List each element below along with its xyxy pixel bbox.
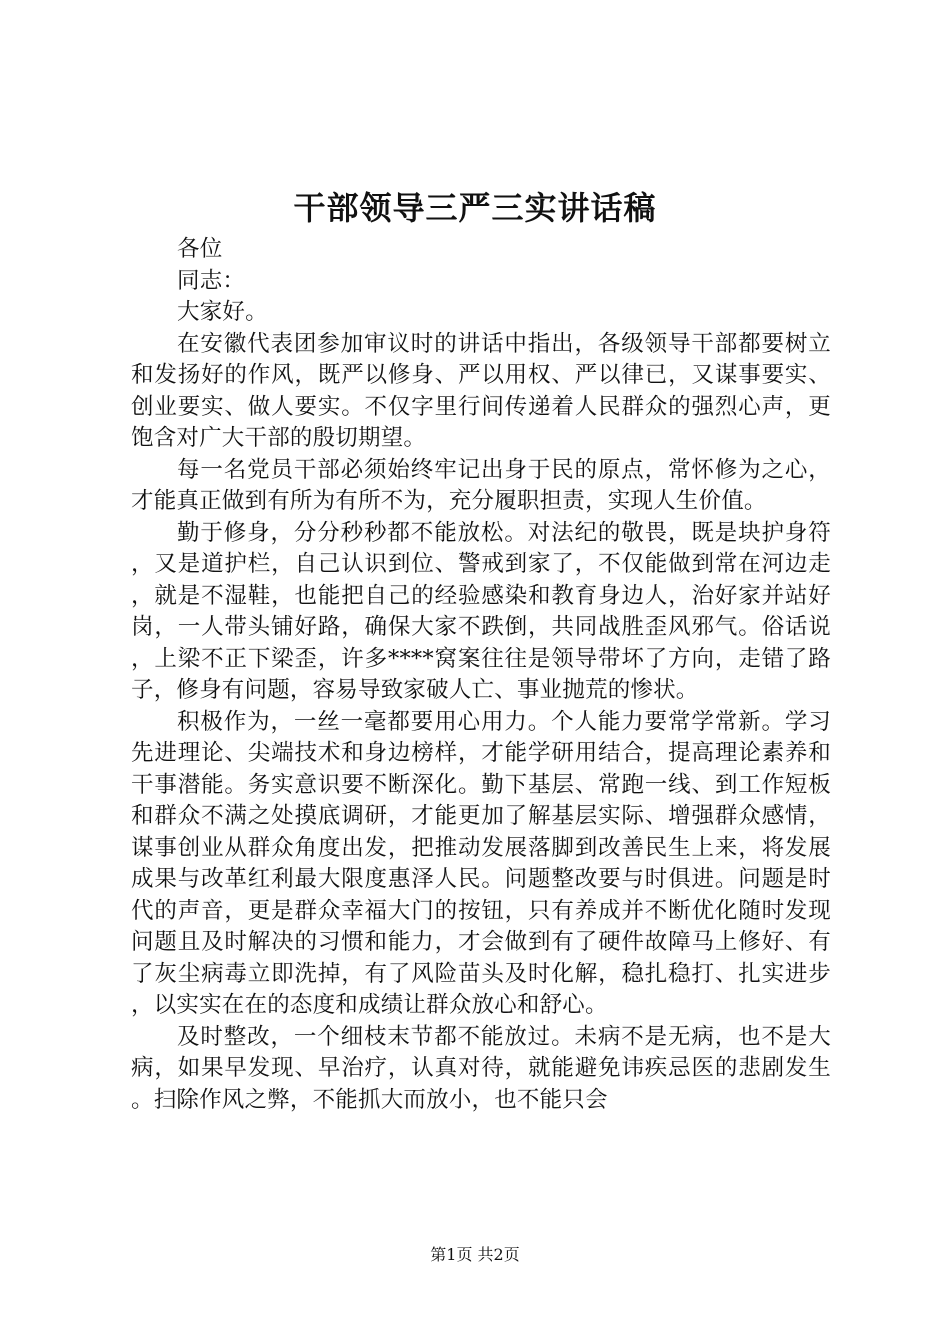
document-title: 干部领导三严三实讲话稿 (293, 189, 657, 227)
paragraph-1: 在安徽代表团参加审议时的讲话中指出，各级领导干部都要树立和发扬好的作风，既严以修身、严以用权、严以律已，又谋事要实、创业要实、做人要实。不仅字里行间传递着人民群众的强烈心声，更饱含对广大干部的殷切期望。 (131, 330, 831, 451)
page-number-footer: 第1页 共2页 (430, 1245, 520, 1264)
paragraph-2: 每一名党员干部必须始终牢记出身于民的原点，常怀修为之心，才能真正做到有所为有所不为，充分履职担责，实现人生价值。 (131, 456, 831, 514)
paragraph-5: 及时整改，一个细枝末节都不能放过。未病不是无病，也不是大病，如果早发现、早治疗，认真对待，就能避免讳疾忌医的悲剧发生。扫除作风之弊，不能抓大而放小，也不能只会 (131, 1023, 831, 1113)
salutation-line-1: 各位 (177, 236, 223, 262)
salutation-line-2: 同志： (177, 267, 246, 294)
paragraph-4: 积极作为，一丝一毫都要用心用力。个人能力要常学常新。学习先进理论、尖端技术和身边榜样，才能学研用结合，提高理论素养和干事潜能。务实意识要不断深化。勤下基层、常跑一线、到工作短板和群众不满之处摸底调研，才能更加了解基层实际、增强群众感情，谋事创业从群众角度出发，把推动发展落脚到改善民生上来，将发展成果与改革红利最大限度惠泽人民。问题整改要与时俱进。问题是时代的声音，更是群众幸福大门的按钮，只有养成并不断优化随时发现问题且及时解决的习惯和能力，才会做到有了硬件故障马上修好、有了灰尘病毒立即洗掉，有了风险苗头及时化解，稳扎稳打、扎实进步，以实实在在的态度和成绩让群众放心和舒心。 (131, 708, 831, 1018)
paragraph-3: 勤于修身，分分秒秒都不能放松。对法纪的敬畏，既是块护身符，又是道护栏，自己认识到位、警戒到家了，不仅能做到常在河边走，就是不湿鞋，也能把自己的经验感染和教育身边人，治好家并站好岗，一人带头铺好路，确保大家不跌倒，共同战胜歪风邪气。俗话说，上梁不正下梁歪，许多****窝案往往是领导带坏了方向，走错了路子，修身有问题，容易导致家破人亡、事业抛荒的惨状。 (131, 519, 831, 703)
document-body (131, 234, 831, 1116)
greeting-line: 大家好。 (177, 299, 268, 325)
